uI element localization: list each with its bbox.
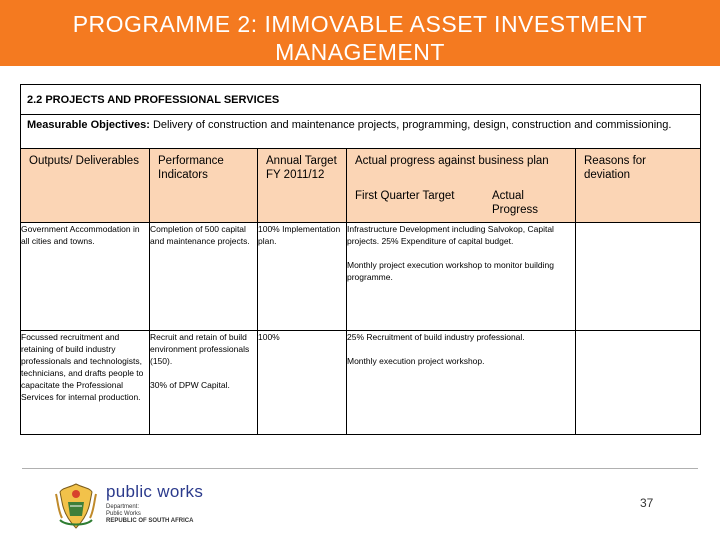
section-title: 2.2 PROJECTS AND PROFESSIONAL SERVICES (21, 85, 701, 115)
row1-fq-target-2: Monthly project execution workshop to monitor building programme. (347, 260, 554, 282)
row2-indicator-2: 30% of DPW Capital. (150, 380, 230, 390)
row2-indicator-1: Recruit and retain of build environment professionals (150). (150, 332, 250, 366)
progress-subheaders (355, 189, 567, 217)
coat-of-arms-icon (52, 480, 100, 532)
objectives-text: Delivery of construction and maintenance projects, programming, design, construction and commissioning. (149, 119, 672, 131)
measurable-objectives (21, 115, 701, 149)
brand-name: public works (106, 482, 204, 501)
brand-subtitle-line-2: Public Works (106, 511, 141, 517)
header-progress (347, 149, 576, 223)
header-first-quarter: First Quarter Target (355, 190, 455, 202)
row2-fq-target-2: Monthly execution project workshop. (347, 356, 485, 366)
header-actual-progress: Actual Progress (491, 190, 538, 216)
row1-output: Government Accommodation in all cities and towns. (21, 223, 150, 331)
programme-table (20, 84, 701, 435)
header-target: Annual Target FY 2011/12 (258, 149, 347, 223)
row2-output: Focussed recruitment and retaining of build industry professionals and technologists, technicians, and drafts people to capacitate the Professional Services for internal production. (21, 331, 150, 435)
page-title-line-1: PROGRAMME 2: IMMOVABLE ASSET INVESTMENT (72, 11, 648, 37)
objectives-label: Measurable Objectives: (27, 119, 150, 131)
row2-fq-target-1: 25% Recruitment of build industry professional. (347, 332, 525, 342)
header-outputs: Outputs/ Deliverables (21, 149, 150, 223)
footer-divider (22, 468, 698, 469)
row1-fq-target-1: Infrastructure Development including Salvokop, Capital projects. 25% Expenditure of capital budget. (347, 224, 554, 246)
row2-reasons (576, 331, 701, 435)
header-reasons: Reasons for deviation (576, 149, 701, 223)
row1-target: 100% Implementation plan. (258, 223, 347, 331)
title-bar (0, 0, 720, 66)
public-works-logo (52, 480, 212, 536)
row2-target: 100% (258, 331, 347, 435)
row1-reasons (576, 223, 701, 331)
brand-subtitle-line-1: Department: (106, 504, 140, 510)
row1-progress (347, 223, 576, 331)
header-indicators: Performance Indicators (150, 149, 258, 223)
page-number: 37 (640, 496, 654, 510)
table-row (21, 331, 701, 435)
table-row (21, 223, 701, 331)
page-title-line-2: MANAGEMENT (275, 39, 445, 65)
header-progress-label: Actual progress against business plan (355, 155, 549, 167)
row2-indicator (150, 331, 258, 435)
brand-subtitle-line-3: REPUBLIC OF SOUTH AFRICA (106, 518, 194, 524)
brand-subtitle (106, 504, 193, 525)
row2-progress (347, 331, 576, 435)
row1-indicator: Completion of 500 capital and maintenance projects. (150, 223, 258, 331)
